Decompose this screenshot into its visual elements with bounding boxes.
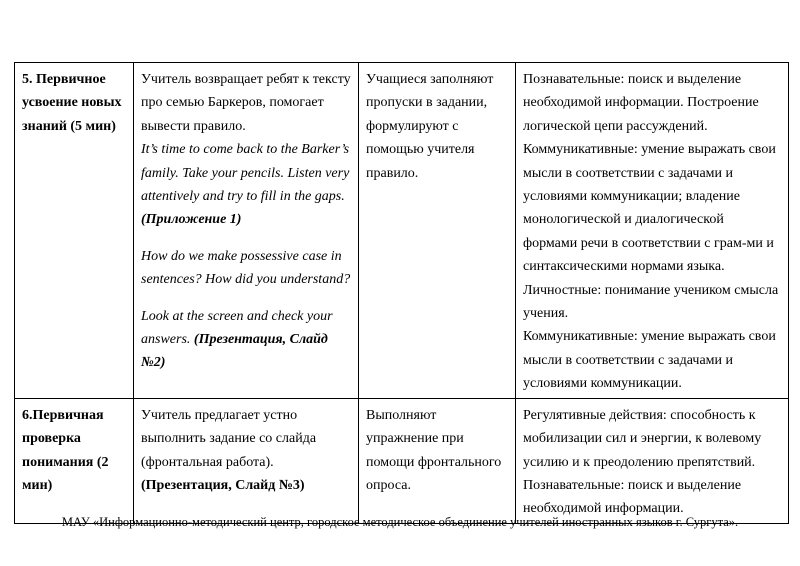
table-cell-stage: [15, 63, 134, 399]
paragraph: [22, 68, 126, 138]
paragraph: [141, 68, 351, 138]
text-run: (Приложение 1): [141, 212, 242, 228]
paragraph: [141, 138, 351, 232]
table-cell-uud: [516, 398, 789, 523]
text-run: Look at the screen and check your answers.: [141, 308, 333, 348]
table-cell-stage: [15, 398, 134, 523]
text-run: 6.Первичная проверка понимания (2 мин): [22, 407, 109, 493]
paragraph: [523, 325, 781, 395]
paragraph: [141, 305, 351, 375]
paragraph: [141, 404, 351, 474]
paragraph: [366, 404, 508, 498]
text-run: Учащиеся заполняют пропуски в задании, формулируют с помощью учителя правило.: [366, 72, 494, 181]
paragraph-spacer: [141, 232, 351, 245]
paragraph: [22, 404, 126, 498]
paragraph: [366, 68, 508, 185]
text-run: Личностные: понимание учеником смысла учения.: [523, 282, 779, 322]
paragraph: [523, 279, 781, 326]
text-run: Выполняют упражнение при помощи фронтального опроса.: [366, 407, 502, 493]
text-run: Коммуникативные: умение выражать свои мысли в соответствии с задачами и условиями коммуникации; владение монологической и диалогической формами речи в соответствии с грам-ми и синтаксическими нормами языка.: [523, 142, 776, 275]
text-run: Коммуникативные: умение выражать свои мысли в соответствии с задачами и условиями коммуникации.: [523, 329, 776, 392]
paragraph: [523, 404, 781, 474]
text-run: Познавательные: поиск и выделение необходимой информации. Построение логической цепи рассуждений.: [523, 72, 759, 134]
paragraph: [141, 474, 351, 497]
text-run: Познавательные: поиск и выделение необходимой информации.: [523, 477, 742, 517]
table-cell-uud: [516, 63, 789, 399]
text-run: Учитель предлагает устно выполнить задание со слайда (фронтальная работа).: [141, 407, 317, 470]
text-run: Регулятивные действия: способность к мобилизации сил и энергии, к волевому усилию и к преодолению препятствий.: [523, 407, 762, 470]
table-row: [15, 63, 789, 399]
text-run: (Презентация, Слайд №3): [141, 477, 305, 493]
page-footer: МАУ «Информационно-методический центр, городское методическое объединение учителей иностранных языков г. Сургута».: [61, 515, 739, 529]
table-cell-teacher-activity: [134, 398, 359, 523]
lesson-table-body: [15, 63, 789, 524]
paragraph-spacer: [141, 292, 351, 305]
text-run: (Презентация, Слайд №2): [141, 332, 328, 371]
text-run: 5. Первичное усвоение новых знаний (5 мин): [22, 72, 122, 134]
text-run: Учитель возвращает ребят к тексту про семью Баркеров, помогает вывести правило.: [141, 72, 351, 134]
table-row: [15, 398, 789, 523]
text-run: It’s time to come back to the Barker’s family. Take your pencils. Listen very attentively and try to fill in the gaps.: [141, 142, 350, 205]
paragraph: [523, 68, 781, 138]
lesson-plan-table: [14, 62, 789, 524]
table-cell-student-activity: [359, 63, 516, 399]
table-cell-teacher-activity: [134, 63, 359, 399]
paragraph: [523, 138, 781, 278]
text-run: How do we make possessive case in sentences? How did you understand?: [141, 248, 351, 288]
paragraph: [141, 245, 351, 292]
table-cell-student-activity: [359, 398, 516, 523]
